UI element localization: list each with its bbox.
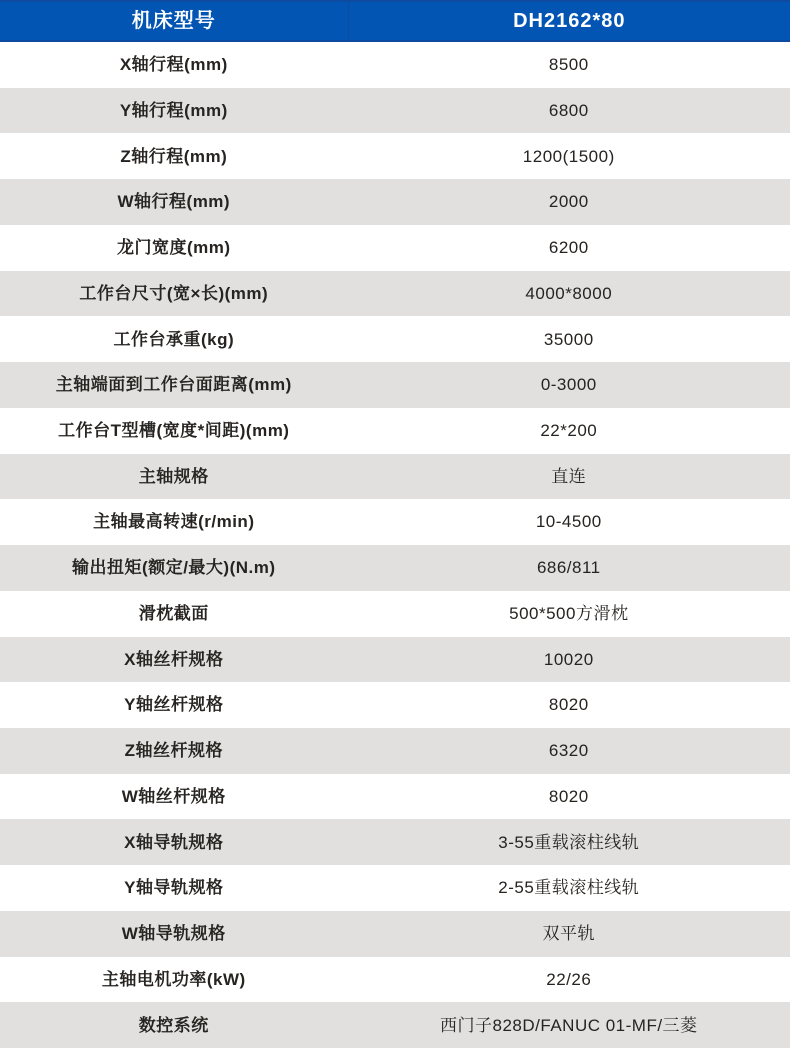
spec-label: X轴行程(mm) xyxy=(119,55,228,75)
spec-row xyxy=(0,408,790,454)
table-header-row xyxy=(0,0,790,42)
spec-row xyxy=(0,225,790,271)
spec-label: 龙门宽度(mm) xyxy=(117,238,231,258)
spec-value: 6800 xyxy=(548,100,589,120)
spec-value: 4000*8000 xyxy=(525,283,613,303)
spec-label: 输出扭矩(额定/最大)(N.m) xyxy=(72,558,276,578)
spec-row xyxy=(0,591,790,637)
spec-value: 8020 xyxy=(548,695,589,715)
spec-label: W轴丝杆规格 xyxy=(121,786,226,806)
spec-rows xyxy=(0,42,790,1048)
spec-label: 主轴最高转速(r/min) xyxy=(93,512,255,532)
spec-label: Z轴行程(mm) xyxy=(120,146,228,166)
spec-value: 686/811 xyxy=(536,558,601,578)
spec-value: 6200 xyxy=(548,238,589,258)
spec-value: 2-55重载滚柱线轨 xyxy=(498,878,640,898)
spec-label: 工作台承重(kg) xyxy=(113,329,235,349)
spec-value: 22/26 xyxy=(546,969,592,989)
spec-row xyxy=(0,316,790,362)
spec-label: 数控系统 xyxy=(138,1015,209,1035)
spec-row xyxy=(0,271,790,317)
header-model-value: DH2162*80 xyxy=(348,2,790,40)
spec-value: 10-4500 xyxy=(535,512,602,532)
spec-row xyxy=(0,545,790,591)
spec-value: 3-55重载滚柱线轨 xyxy=(498,832,640,852)
spec-value: 双平轨 xyxy=(542,924,596,944)
spec-value: 0-3000 xyxy=(540,375,597,395)
spec-label: 主轴电机功率(kW) xyxy=(101,969,246,989)
spec-row xyxy=(0,88,790,134)
spec-row xyxy=(0,637,790,683)
header-model-label: 机床型号 xyxy=(131,9,216,32)
spec-row xyxy=(0,133,790,179)
spec-label: 主轴端面到工作台面距离(mm) xyxy=(55,375,292,395)
spec-label: Y轴行程(mm) xyxy=(119,100,228,120)
spec-label: 工作台尺寸(宽×长)(mm) xyxy=(79,283,269,303)
spec-value: 6320 xyxy=(548,741,589,761)
spec-value: 2000 xyxy=(548,192,589,212)
spec-value: 直连 xyxy=(551,466,587,486)
spec-row xyxy=(0,774,790,820)
spec-label: X轴导轨规格 xyxy=(124,832,224,852)
spec-value: 35000 xyxy=(543,329,594,349)
spec-row xyxy=(0,1002,790,1048)
spec-value: 西门子828D/FANUC 01-MF/三菱 xyxy=(440,1015,698,1035)
spec-value: 1200(1500) xyxy=(522,146,615,166)
spec-value: 10020 xyxy=(543,649,594,669)
spec-label: Y轴导轨规格 xyxy=(124,878,224,898)
spec-row xyxy=(0,499,790,545)
spec-row xyxy=(0,957,790,1003)
spec-row xyxy=(0,682,790,728)
spec-row xyxy=(0,454,790,500)
spec-row xyxy=(0,179,790,225)
spec-label: Y轴丝杆规格 xyxy=(124,695,224,715)
spec-row xyxy=(0,42,790,88)
spec-row xyxy=(0,911,790,957)
spec-label: X轴丝杆规格 xyxy=(124,649,224,669)
spec-label: 工作台T型槽(宽度*间距)(mm) xyxy=(58,420,290,440)
spec-value: 8500 xyxy=(548,55,589,75)
spec-label: 滑枕截面 xyxy=(138,603,209,623)
spec-value: 500*500方滑枕 xyxy=(509,603,629,623)
spec-label: Z轴丝杆规格 xyxy=(124,741,223,761)
spec-label: 主轴规格 xyxy=(138,466,209,486)
spec-value: 22*200 xyxy=(540,420,598,440)
spec-row xyxy=(0,865,790,911)
spec-row xyxy=(0,728,790,774)
spec-row xyxy=(0,362,790,408)
spec-label: W轴行程(mm) xyxy=(117,192,231,212)
spec-value: 8020 xyxy=(548,786,589,806)
spec-row xyxy=(0,819,790,865)
spec-label: W轴导轨规格 xyxy=(121,924,226,944)
